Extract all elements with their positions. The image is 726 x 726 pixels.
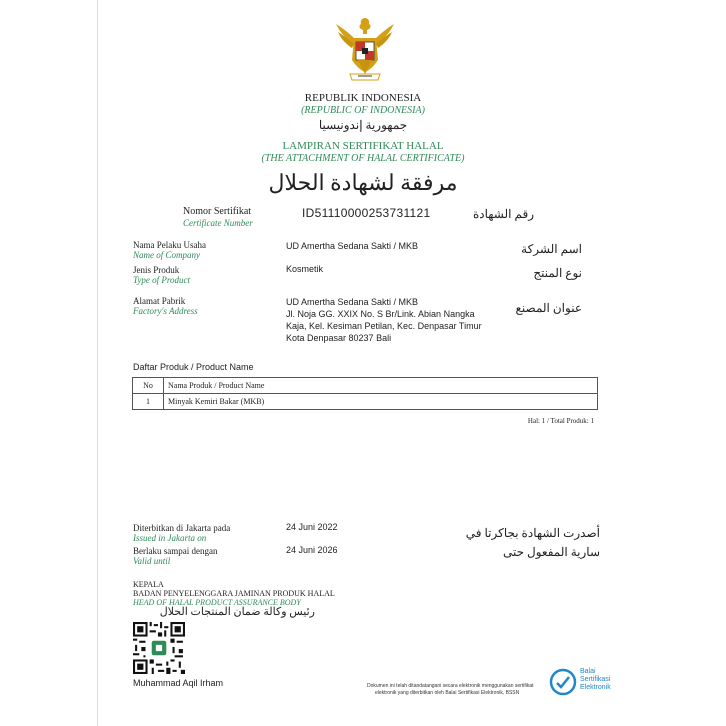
company-label-id: Nama Pelaku Usaha <box>133 240 206 250</box>
issued-label-ar: أصدرت الشهادة بجاكرتا في <box>465 526 600 540</box>
bsre-logo-text-3: Elektronik <box>580 684 611 691</box>
signatory-title-en: HEAD OF HALAL PRODUCT ASSURANCE BODY <box>133 598 301 607</box>
product-type-value: Kosmetik <box>286 264 324 274</box>
product-list-heading: Daftar Produk / Product Name <box>133 362 254 372</box>
product-table <box>132 377 598 410</box>
product-type-label-en: Type of Product <box>133 275 190 285</box>
valid-label-ar: سارية المفعول حتى <box>502 545 600 559</box>
column-header-product-name: Nama Produk / Product Name <box>164 378 598 394</box>
product-type-label-ar: نوع المنتج <box>533 266 582 280</box>
country-name-en: (REPUBLIC OF INDONESIA) <box>301 105 425 116</box>
factory-address-line-3: Kaja, Kel. Kesiman Petilan, Kec. Denpasar Timur <box>286 321 482 331</box>
signatory-title-1: KEPALA <box>133 580 164 589</box>
product-no: 1 <box>133 394 164 410</box>
country-name-id: REPUBLIK INDONESIA <box>304 92 422 104</box>
valid-label-en: Valid until <box>133 556 171 566</box>
cert-number-label-en: Certificate Number <box>183 218 253 228</box>
bsre-logo-icon <box>549 668 577 696</box>
issued-date: 24 Juni 2022 <box>286 522 338 532</box>
column-header-no: No <box>133 378 164 394</box>
table-row <box>133 394 598 410</box>
company-label-ar: اسم الشركة <box>521 242 582 256</box>
bsre-logo-text-1: Balai <box>580 668 596 675</box>
cert-number-label-ar: رقم الشهادة <box>472 207 534 221</box>
factory-address-line-2: Jl. Noja GG. XXIX No. S Br/Link. Abian Nangka <box>286 309 475 319</box>
company-value: UD Amertha Sedana Sakti / MKB <box>286 241 419 251</box>
product-name: Minyak Kemiri Bakar (MKB) <box>164 394 598 410</box>
issued-label-en: Issued in Jakarta on <box>133 533 207 543</box>
valid-date: 24 Juni 2026 <box>286 545 338 555</box>
qr-code-icon <box>133 622 185 674</box>
title-id: LAMPIRAN SERTIFIKAT HALAL <box>282 140 444 152</box>
cert-number-label-id: Nomor Sertifikat <box>183 206 252 217</box>
garuda-emblem-icon <box>332 14 398 84</box>
bsre-logo-text-2: Sertifikasi <box>580 676 611 683</box>
cert-number-value: ID51110000253731121 <box>302 206 431 220</box>
factory-address-line-4: Kota Denpasar 80237 Bali <box>286 333 392 343</box>
issued-label-id: Diterbitkan di Jakarta pada <box>133 523 231 533</box>
signatory-title-2: BADAN PENYELENGGARA JAMINAN PRODUK HALAL <box>133 589 335 598</box>
company-label-en: Name of Company <box>133 250 200 260</box>
e-sign-note-line-2: elektronik yang diterbitkan oleh Balai Sertifikasi Elektronik, BSSN <box>375 690 520 696</box>
title-en: (THE ATTACHMENT OF HALAL CERTIFICATE) <box>261 153 465 164</box>
country-name-ar: جمهورية إندونيسيا <box>318 118 408 132</box>
factory-label-en: Factory's Address <box>133 306 198 316</box>
signatory-name: Muhammad Aqil Irham <box>133 678 224 688</box>
signatory-title-ar: رئيس وكالة ضمان المنتجات الحلال <box>159 606 315 618</box>
page-info: Hal: 1 / Total Produk: 1 <box>527 417 594 425</box>
factory-label-ar: عنوان المصنع <box>515 301 582 315</box>
e-sign-note-line-1: Dokumen ini telah ditandatangani secara elektronik menggunakan sertifikat <box>367 683 534 689</box>
valid-label-id: Berlaku sampai dengan <box>133 546 218 556</box>
product-table-header <box>133 378 598 394</box>
title-ar: مرفقة لشهادة الحلال <box>268 170 458 195</box>
factory-address-line-1: UD Amertha Sedana Sakti / MKB <box>286 297 419 307</box>
factory-label-id: Alamat Pabrik <box>133 296 186 306</box>
product-type-label-id: Jenis Produk <box>133 265 180 275</box>
